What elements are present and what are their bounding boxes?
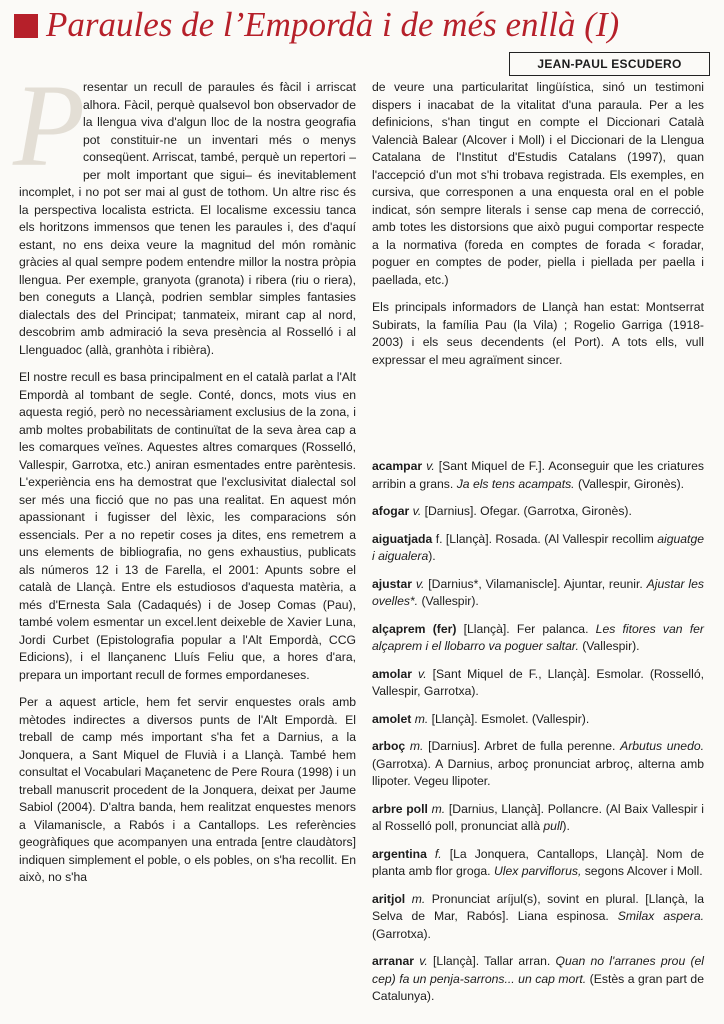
glossary-tail: (Vallespir). <box>418 594 479 608</box>
glossary-term: arranar <box>372 954 415 968</box>
glossary-list <box>372 458 704 1016</box>
glossary-term: afogar <box>372 504 410 518</box>
glossary-example: Ulex parviflorus, <box>493 864 582 878</box>
glossary-entry <box>372 711 704 729</box>
glossary-example: Les fitores van fer alçaprem i el llobarro va poguer saltar. <box>372 621 704 653</box>
right-paragraph-1: de veure una particularitat lingüística, sinó un testimoni dispers i inacabat de la vitalitat d'una paraula. Per a les definicions, s'han tingut en compte el Diccionari Català Valencià Balear (Alcover i Moll) i el Diccionari de la Llengua Catalana de l'Institut d'Estudis Catalans (1997), quan l'accepció d'un mot s'hi trobava registrada. Els exemples, en cursiva, que corresponen a una enquesta oral en el poble indicat, són sempre literals i sense cap mena de correcció, amb totes les distorsions que això pugui comportar respecte a la normativa (foreda en comptes de forada < foradar, poguer en comptes de poder, piella i piellada per paella i paellada, etc.) <box>372 80 704 287</box>
glossary-tail: (Estès a gran part de Catalunya). <box>372 971 704 1003</box>
glossary-term: amolet <box>372 711 412 726</box>
glossary-pos: m. <box>409 739 424 753</box>
intro-text: resentar un recull de paraules és fàcil i arriscat alhora. Fàcil, perquè qualsevol bon observador de la llengua viva d'algun lloc de la nostra geografia pot constituir-ne un inventari més o menys conseqüent. Arriscat, també, perquè un repertori –per molt important que sigui– és inevitablement incomplet, i no pot ser mai al gust de tothom. Un altre risc és la perspectiva localista estricta. El localisme excessiu tanca els horitzons immensos que tenen les paraules i, des d'aquí estant, no ens deixa veure la magnitud del món romànic gràcies al qual sempre podem entendre millor la nostra pròpia llengua. Per exemple, granyota (granota) i ribera (riu o riera), ben coneguts a Llançà, podrien semblar simples fantasies dialectals des del Principat; tanmateix, mirant cap al nord, descobrim amb admiració la seva presència al Rosselló i al Llenguadoc (allà, granhòta i ribièra). <box>19 80 356 357</box>
drop-cap: P <box>13 60 86 191</box>
glossary-term: alçaprem (fer) <box>372 621 457 636</box>
right-paragraph-2: Els principals informadors de Llançà han estat: Montserrat Subirats, la família Pau (la Vila) ; Rogelio Garriga (1918-2003) i els seus decendents (el Port). A tots ells, vull expressar el meu agraïment sincer. <box>372 300 704 367</box>
glossary-definition: [Darnius, Llançà]. Pollancre. (Al Baix Vallespir i al Rosselló poll, pronunciat allà <box>372 801 704 833</box>
glossary-definition: [Darnius]. Arbret de fulla perenne. <box>423 739 621 753</box>
intro-paragraph <box>13 60 356 359</box>
glossary-pos: v. <box>418 666 427 681</box>
glossary-pos: v. <box>426 459 435 473</box>
glossary-tail: (Vallespir). <box>578 639 640 653</box>
glossary-pos: v. <box>412 504 422 518</box>
glossary-entry <box>372 666 704 701</box>
glossary-term: arbre poll <box>372 801 428 816</box>
glossary-term: argentina <box>372 846 427 861</box>
glossary-entry <box>372 801 704 836</box>
glossary-term: ajustar <box>372 576 412 591</box>
glossary-pos: m. <box>431 801 446 816</box>
glossary-example: pull <box>543 819 563 833</box>
glossary-definition: [Sant Miquel de F.]. Aconseguir que les criatures arribin a grans. <box>372 459 705 491</box>
glossary-pos: f. <box>434 846 442 861</box>
glossary-term: aritjol <box>372 891 406 906</box>
glossary-example: Quan no l'arranes prou (el cep) fa un penja-sarrons... un cap mort. <box>372 954 704 986</box>
glossary-entry <box>372 621 704 656</box>
glossary-example: Ajustar les ovelles*. <box>372 576 704 608</box>
glossary-example: Arbutus unedo. <box>620 739 705 753</box>
paragraph-2: El nostre recull es basa principalment en el català parlat a l'Alt Empordà al tombant de segle. Conté, doncs, mots vius en aquesta regió, però no necessàriament exclusius de la zona, i amb moltes probabilitats de continuïtat de la seva àrea cap a les comarques veïnes. Aquestes altres comarques (Rosselló, Vallespir, Garrotxa, etc.) aniran esmentades entre parèntesis. L'experiència ens ha demostrat que l'exclusivitat dialectal sol ser més una ficció que no pas una realitat. En aquest món apassionant i fugisser del lèxic, les comparacions són essencials. Per a no repetir coses ja dites, ens remetrem a uns elements de bibliografia, no gens exhaustius, publicats als números 12 i 13 de Farella, el 2001: Apunts sobre el català de Llançà. Entre els estudiosos d'aquesta matèria, a més d'Ernesta Sala (Cadaqués) i de Josep Comas (Pau), també volem esmentar un excel.lent deixeble de Xavier Luna, Jordi Curbet (Epistolografia popular a l'Alt Empordà, CCG Edicions), i el llançanenc Lluís Feliu que, a hores d'ara, prepara un important recull de formes empordaneses. <box>19 370 356 682</box>
glossary-example: Ja els tens acampats. <box>456 476 575 491</box>
glossary-entry <box>372 953 704 1006</box>
glossary-term: acampar <box>372 459 423 473</box>
glossary-example: aiguatge i aigualera <box>372 531 704 563</box>
paragraph-3: Per a aquest article, hem fet servir enquestes orals amb mètodes indirectes a diversos punts de l'Alt Empordà. El treball de camp més important s'ha fet a Darnius, a la Jonquera, a Sant Miquel de Fluvià i a Llançà. També hem consultat el Vocabulari Maçanetenc de Pere Roura (1998) i un treball manuscrit procedent de la Jonquera, deixat per Jaume Sabiol (2004). D'altra banda, hem realitzat enquestes menors a Vilamaniscle, a Rabós i a Cantallops. Les referències geogràfiques que acompanyen una entrada [entre claudàtors] indiquen simplement el poble, o els pobles, on s'ha recollit. En això, no s'ha <box>19 695 356 884</box>
glossary-definition: [Darnius*, Vilamaniscle]. Ajuntar, reunir. <box>424 576 647 591</box>
glossary-example: Smilax aspera. <box>617 909 704 923</box>
glossary-entry <box>372 531 704 566</box>
glossary-definition: [Llançà]. Tallar arran. <box>427 954 556 968</box>
glossary-tail: (Vallespir, Gironès). <box>574 476 685 491</box>
glossary-entry <box>372 458 704 493</box>
title-square-mark <box>14 14 38 38</box>
glossary-entry <box>372 738 704 791</box>
right-column-top <box>372 79 704 379</box>
glossary-entry <box>372 576 704 611</box>
author-box: JEAN-PAUL ESCUDERO <box>509 52 710 76</box>
glossary-definition: [La Jonquera, Cantallops, Llançà]. Nom de planta amb flor groga. <box>372 846 704 878</box>
glossary-entry <box>372 891 704 944</box>
glossary-definition: [Darnius]. Ofegar. (Garrotxa, Gironès). <box>421 504 632 518</box>
glossary-pos: v. <box>419 954 428 968</box>
glossary-term: arboç <box>372 739 406 753</box>
glossary-tail: ). <box>428 549 436 563</box>
glossary-entry <box>372 503 704 521</box>
glossary-definition: Pronunciat aríjul(s), sovint en plural. [Llançà, la Selva de Mar, Rabós]. Liana espinosa. <box>372 891 704 923</box>
glossary-definition: f. [Llançà]. Rosada. (Al Vallespir recollim <box>432 531 658 546</box>
glossary-pos: v. <box>415 576 425 591</box>
glossary-definition: [Sant Miquel de F., Llançà]. Esmolar. (Rosselló, Vallespir, Garrotxa). <box>372 666 705 698</box>
title-row <box>14 4 714 46</box>
glossary-tail: ). <box>562 819 570 833</box>
article-title: Paraules de l’Empordà i de més enllà (I) <box>46 5 620 44</box>
glossary-term: amolar <box>372 666 412 681</box>
glossary-term: aiguatjada <box>372 531 433 546</box>
glossary-tail: (Garrotxa). A Darnius, arboç pronunciat arbroç, alterna amb llipoter. Vegeu llipoter. <box>372 756 704 788</box>
glossary-pos: m. <box>411 891 426 906</box>
glossary-tail: segons Alcover i Moll. <box>581 864 703 878</box>
glossary-definition: [Llançà]. Fer palanca. <box>456 621 596 636</box>
glossary-definition: [Llançà]. Esmolet. (Vallespir). <box>428 711 590 726</box>
glossary-tail: (Garrotxa). <box>372 926 431 941</box>
left-column <box>13 60 356 897</box>
glossary-entry <box>372 846 704 881</box>
glossary-pos: m. <box>414 711 429 726</box>
